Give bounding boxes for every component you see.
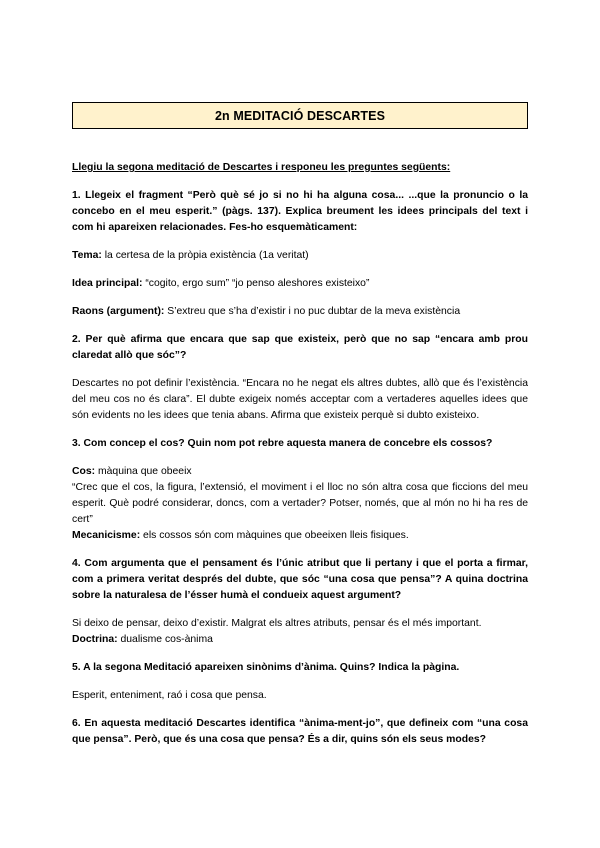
answer-1-idea <box>72 276 528 292</box>
tema-text: la certesa de la pròpia existència (1a veritat) <box>101 250 309 261</box>
document-body <box>72 160 528 760</box>
tema-label: Tema: <box>72 250 102 261</box>
page-title <box>72 102 528 129</box>
cos-label: Cos: <box>72 466 96 477</box>
answer-2: Descartes no pot definir l’existència. “Encara no he negat els altres dubtes, allò que és l’existència del meu cos no és clara”. El dubte exigeix només acceptar com a vertaderes aquelles idees que són evidents no les idees que tenia abans. Afirma que existeix perquè si dubto existeixo. <box>72 378 528 421</box>
answer-1-tema <box>72 248 528 264</box>
cos-text: màquina que obeeix <box>95 466 192 477</box>
question-2: 2. Per què afirma que encara que sap que existeix, però que no sap “encara amb prou claredat allò que sóc”? <box>72 334 528 361</box>
question-6: 6. En aquesta meditació Descartes identifica “ànima-ment-jo”, que defineix com “una cosa que pensa”. Però, que és una cosa que pensa? És a dir, quins són els seus modes? <box>72 718 528 745</box>
answer-3-quote: “Crec que el cos, la figura, l’extensió, el moviment i el lloc no són altra cosa que ficcions del meu esperit. Què podré considerar, doncs, com a vertader? Potser, només, que al món no hi ha res de cert” <box>72 482 528 525</box>
mecanicisme-label: Mecanicisme: <box>72 530 141 541</box>
question-1: 1. Llegeix el fragment “Però què sé jo si no hi ha alguna cosa... ...que la pronuncio o la concebo en el meu esperit.” (pàgs. 137). Explica breument les idees principals del text i com hi apareixen relacionades. Fes-ho esquemàticament: <box>72 190 528 233</box>
answer-4: Si deixo de pensar, deixo d’existir. Malgrat els altres atributs, pensar és el més important. <box>72 618 482 629</box>
answer-4-doctrina <box>72 632 528 648</box>
idea-text: “cogito, ergo sum” “jo penso aleshores existeixo” <box>142 278 370 289</box>
answer-1-raons <box>72 304 528 320</box>
answer-3-cos <box>72 464 528 480</box>
raons-text: S’extreu que s’ha d’existir i no puc dubtar de la meva existència <box>164 306 461 317</box>
answer-3-mecanicisme <box>72 528 528 544</box>
question-4: 4. Com argumenta que el pensament és l’únic atribut que li pertany i que el porta a firmar, com a primera veritat després del dubte, que sóc “una cosa que pensa”? A quina doctrina sobre la naturalesa de l’ésser humà el condueix aquest argument? <box>72 558 528 601</box>
doctrina-text: dualisme cos-ànima <box>117 634 213 645</box>
page-title-text: 2n MEDITACIÓ DESCARTES <box>214 108 386 123</box>
answer-5: Esperit, enteniment, raó i cosa que pensa. <box>72 690 267 701</box>
raons-label: Raons (argument): <box>72 306 165 317</box>
mecanicisme-text: els cossos són com màquines que obeeixen lleis fisiques. <box>140 530 409 541</box>
doctrina-label: Doctrina: <box>72 634 118 645</box>
idea-label: Idea principal: <box>72 278 143 289</box>
instructions: Llegiu la segona meditació de Descartes i responeu les preguntes següents: <box>72 162 451 173</box>
question-5: 5. A la segona Meditació apareixen sinònims d’ànima. Quins? Indica la pàgina. <box>72 662 460 673</box>
question-3: 3. Com concep el cos? Quin nom pot rebre aquesta manera de concebre els cossos? <box>72 438 493 449</box>
